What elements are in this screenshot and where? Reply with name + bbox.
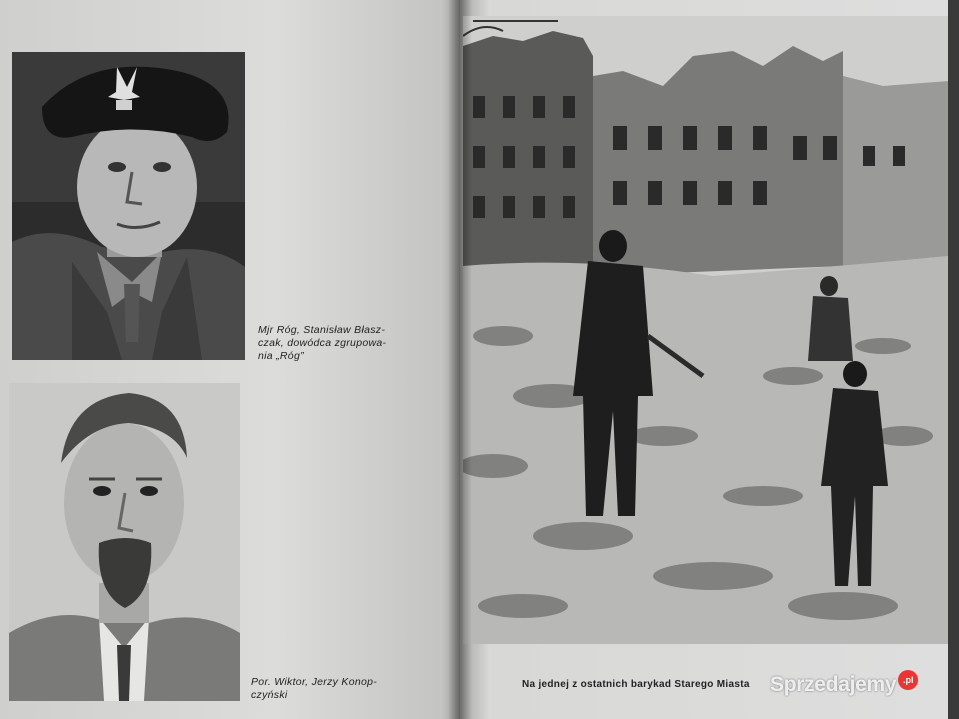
- portrait-rog-image: [12, 52, 245, 360]
- portrait-wiktor-image: [9, 383, 240, 701]
- caption-rog: [258, 324, 448, 363]
- caption-wiktor-line1: Por. Wiktor, Jerzy Konop-: [251, 676, 378, 688]
- watermark: [770, 672, 918, 698]
- barricade-image: [463, 16, 949, 644]
- caption-wiktor-line2: czyński: [251, 689, 288, 701]
- portrait-photo-rog: [12, 52, 245, 360]
- book-edge: [948, 0, 959, 719]
- left-page: [0, 0, 460, 719]
- caption-barricade: Na jednej z ostatnich barykad Starego Miasta: [522, 679, 750, 690]
- caption-rog-line1: Mjr Róg, Stanisław Błasz-: [258, 324, 386, 336]
- watermark-text: Sprzedajemy: [770, 673, 897, 696]
- book-spine-shadow: [448, 0, 472, 719]
- watermark-badge-icon: .pl: [898, 670, 918, 690]
- portrait-photo-wiktor: [9, 383, 240, 701]
- caption-rog-line3: nia „Róg”: [258, 350, 304, 362]
- caption-wiktor: [251, 676, 441, 702]
- caption-rog-line2: czak, dowódca zgrupowa-: [258, 337, 387, 349]
- barricade-photo: [463, 16, 949, 644]
